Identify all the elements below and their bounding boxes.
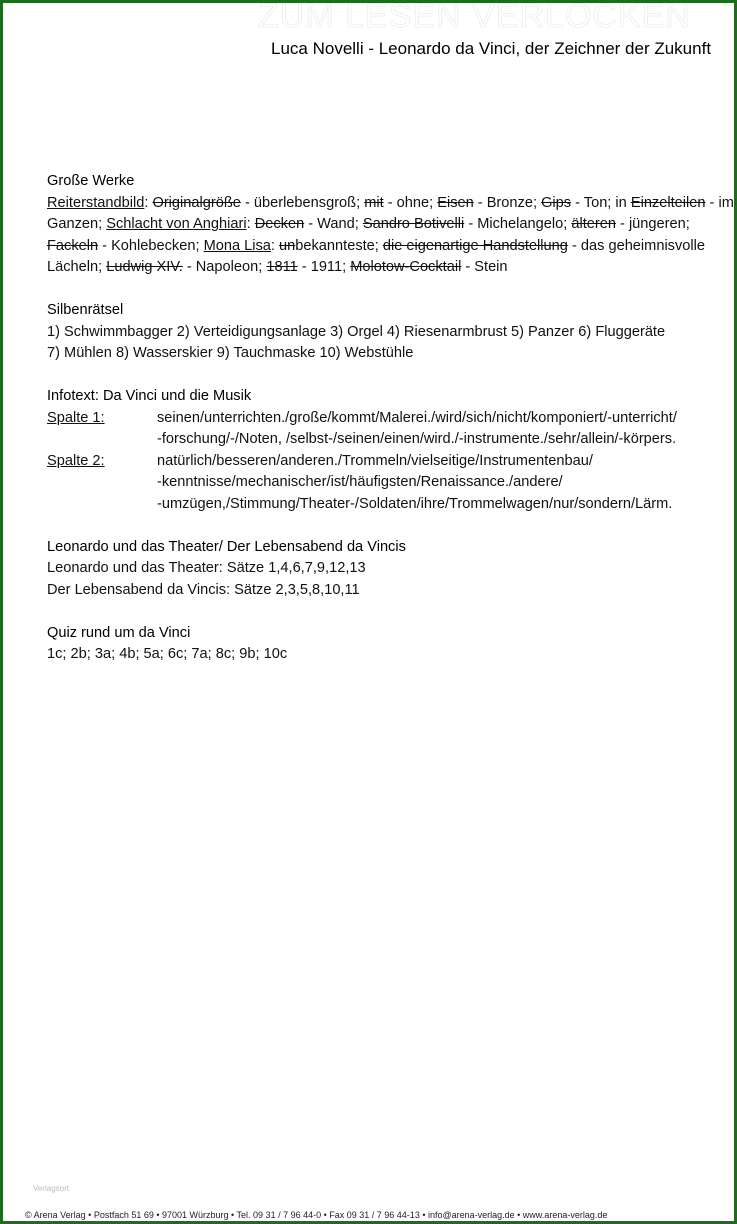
text-segment: - das geheimnisvolle Lächeln;	[47, 237, 705, 275]
section-heading: Infotext: Da Vinci und die Musik	[47, 388, 252, 404]
text-segment: - Stein	[461, 259, 508, 275]
spalte-2-line: natürlich/besseren/anderen./Trommeln/vielseitige/Instrumentenbau/	[157, 452, 593, 469]
theater-line-2: Der Lebensabend da Vincis: Sätze 2,3,5,8,10,11	[47, 581, 360, 598]
text-segment: - Michelangelo;	[464, 216, 572, 232]
spalte-1-line: -forschung/-/Noten, /selbst-/seinen/einen/wird./-instrumente./sehr/allein/-körpers.	[157, 431, 677, 447]
section-heading: Quiz rund um da Vinci	[47, 624, 191, 641]
struck-word: Sandro Botivelli	[362, 216, 465, 232]
struck-word: Fackeln	[47, 237, 99, 254]
silbenraetsel-line-2: 7) Mühlen 8) Wasserskier 9) Tauchmaske 10) Webstühle	[47, 345, 414, 361]
answer-key-content	[47, 171, 734, 687]
text-segment: :	[270, 237, 280, 254]
section-infotext	[47, 386, 734, 515]
section-grosse-werke	[47, 171, 734, 279]
section-quiz	[47, 623, 734, 666]
struck-word: Einzelteilen	[630, 194, 706, 211]
page-title: Luca Novelli - Leonardo da Vinci, der Zeichner der Zukunft	[271, 39, 712, 58]
struck-word: die eigenartige Handstellung	[382, 237, 568, 254]
text-segment: - Wand;	[304, 216, 363, 232]
document-page	[3, 3, 734, 1221]
section-heading: Silbenrätsel	[47, 302, 124, 318]
spalte-2-line: -umzügen,/Stimmung/Theater-/Soldaten/ihre/Trommelwagen/nur/sondern/Lärm.	[157, 495, 673, 512]
struck-word: Decken	[254, 216, 305, 232]
publisher-footer: © Arena Verlag • Postfach 51 69 • 97001 Würzburg • Tel. 09 31 / 7 96 44-0 • Fax 09 31 / 7 96 44-13 • info@arena-verlag.de • www.arena-verlag.de	[25, 1210, 608, 1220]
struck-word: Gips	[541, 194, 572, 211]
text-segment: - im Ganzen;	[47, 194, 734, 232]
text-segment: - Bronze;	[473, 194, 542, 211]
text-segment: - jüngeren;	[615, 216, 690, 232]
theater-line-1: Leonardo und das Theater: Sätze 1,4,6,7,9,12,13	[47, 560, 366, 576]
text-segment: - Ton; in	[571, 194, 631, 211]
struck-word: mit	[364, 194, 384, 211]
series-banner: ZUM LESEN VERLOCKEN	[258, 3, 691, 35]
underlined-term: Mona Lisa	[203, 237, 271, 254]
struck-word: un	[279, 237, 296, 254]
silbenraetsel-line-1: 1) Schwimmbagger 2) Verteidigungsanlage 3) Orgel 4) Riesenarmbrust 5) Panzer 6) Fluggeräte	[47, 323, 666, 340]
struck-word: Ludwig XIV.	[106, 259, 183, 275]
text-segment: - Kohlebecken;	[98, 237, 204, 254]
struck-word: 1811	[266, 259, 298, 275]
text-segment: - ohne;	[383, 194, 438, 211]
text-segment: - 1911;	[297, 259, 351, 275]
spalte-2-row	[47, 451, 734, 516]
quiz-answers: 1c; 2b; 3a; 4b; 5a; 6c; 7a; 8c; 9b; 10c	[47, 646, 288, 662]
section-silbenraetsel	[47, 300, 734, 365]
spalte-1-line: seinen/unterrichten./große/kommt/Malerei./wird/sich/nicht/komponiert/-unterricht/	[157, 409, 677, 426]
spalte-2-line: -kenntnisse/mechanischer/ist/häufigsten/Renaissance./andere/	[157, 474, 563, 490]
text-segment: :	[144, 194, 153, 211]
section-heading: Leonardo und das Theater/ Der Lebensabend da Vincis	[47, 538, 406, 555]
text-segment: - überlebensgroß;	[240, 194, 365, 211]
underlined-term: Schlacht von Anghiari	[106, 216, 247, 232]
struck-word: Molotow-Cocktail	[350, 259, 462, 275]
spalte-1-label: Spalte 1:	[47, 409, 105, 426]
section-heading: Große Werke	[47, 173, 135, 189]
spalte-1-row	[47, 408, 734, 451]
text-segment: :	[246, 216, 255, 232]
struck-word: Originalgröße	[152, 194, 241, 211]
spalte-2-label: Spalte 2:	[47, 452, 105, 469]
text-segment: bekannteste;	[295, 237, 383, 254]
text-segment: - Napoleon;	[182, 259, 267, 275]
underlined-term: Reiterstandbild	[47, 194, 145, 211]
faint-mark: Verlagsort	[33, 1184, 70, 1193]
spalte-2-lines	[157, 451, 734, 516]
struck-word: älteren	[571, 216, 616, 232]
spalte-1-lines	[157, 408, 734, 451]
grosse-werke-paragraph	[47, 193, 734, 279]
section-theater	[47, 537, 734, 602]
struck-word: Eisen	[437, 194, 474, 211]
